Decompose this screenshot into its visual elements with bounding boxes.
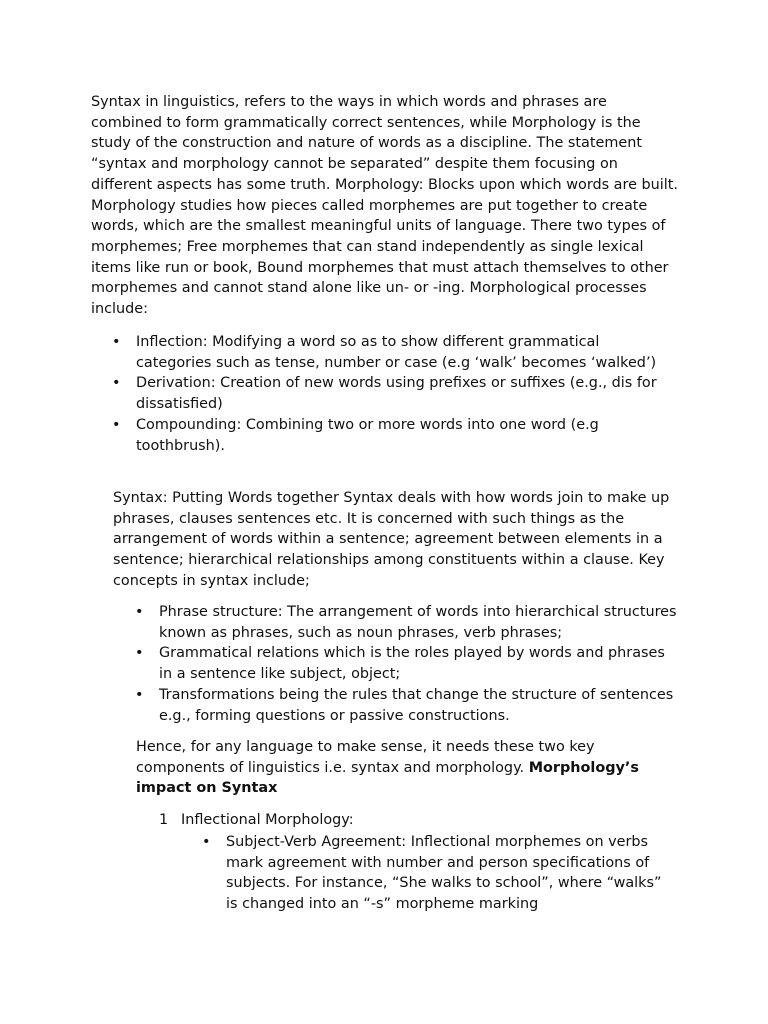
item-label: Inflectional Morphology:: [181, 812, 354, 828]
list-item: • Compounding: Combining two or more words into one word (e.g toothbrush).: [136, 415, 676, 456]
list-item: • Subject-Verb Agreement: Inflectional morphemes on verbs mark agreement with number and person specifications of subjects. For instance, “She walks to school”, where “walks” is changed into an “-s” morpheme marking: [226, 832, 676, 915]
section-heading: Morphology’s impact on Syntax: [136, 759, 639, 797]
numbered-item: [159, 810, 679, 831]
conclusion-text: Hence, for any language to make sense, it needs these two key components of linguistics i.e. syntax and morphology.: [136, 739, 595, 776]
conclusion-paragraph: [136, 737, 686, 799]
list-item: • Inflection: Modifying a word so as to show different grammatical categories such as tense, number or case (e.g ‘walk’ becomes ‘walked’): [136, 332, 676, 373]
list-item: • Derivation: Creation of new words using prefixes or suffixes (e.g., dis for dissatisfied): [136, 373, 676, 414]
list-item: • Transformations being the rules that change the structure of sentences e.g., forming questions or passive constructions.: [159, 685, 679, 726]
morphological-processes-list: [136, 332, 676, 456]
list-item: • Grammatical relations which is the roles played by words and phrases in a sentence like subject, object;: [159, 643, 679, 684]
list-item: • Phrase structure: The arrangement of words into hierarchical structures known as phrases, such as noun phrases, verb phrases;: [159, 602, 679, 643]
inflectional-sub-list: [226, 832, 676, 915]
syntax-paragraph: Syntax: Putting Words together Syntax deals with how words join to make up phrases, clauses sentences etc. It is concerned with such things as the arrangement of words within a sentence; agreement between elements in a sentence; hierarchical relationships among constituents within a clause. Key concepts in syntax include;: [113, 490, 670, 589]
syntax-concepts-list: [159, 602, 679, 726]
item-number: 1: [159, 812, 169, 828]
intro-paragraph: Syntax in linguistics, refers to the ways in which words and phrases are combined to form grammatically correct sentences, while Morphology is the study of the construction and nature of words as a discipline. The statement “syntax and morphology cannot be separated” despite them focusing on different aspects has some truth. Morphology: Blocks upon which words are built. Morphology studies how pieces called morphemes are put together to create words, which are the smallest meaningful units of language. There two types of morphemes; Free morphemes that can stand independently as single lexical items like run or book, Bound morphemes that must attach themselves to other morphemes and cannot stand alone like un- or -ing. Morphological processes include:: [91, 94, 679, 318]
